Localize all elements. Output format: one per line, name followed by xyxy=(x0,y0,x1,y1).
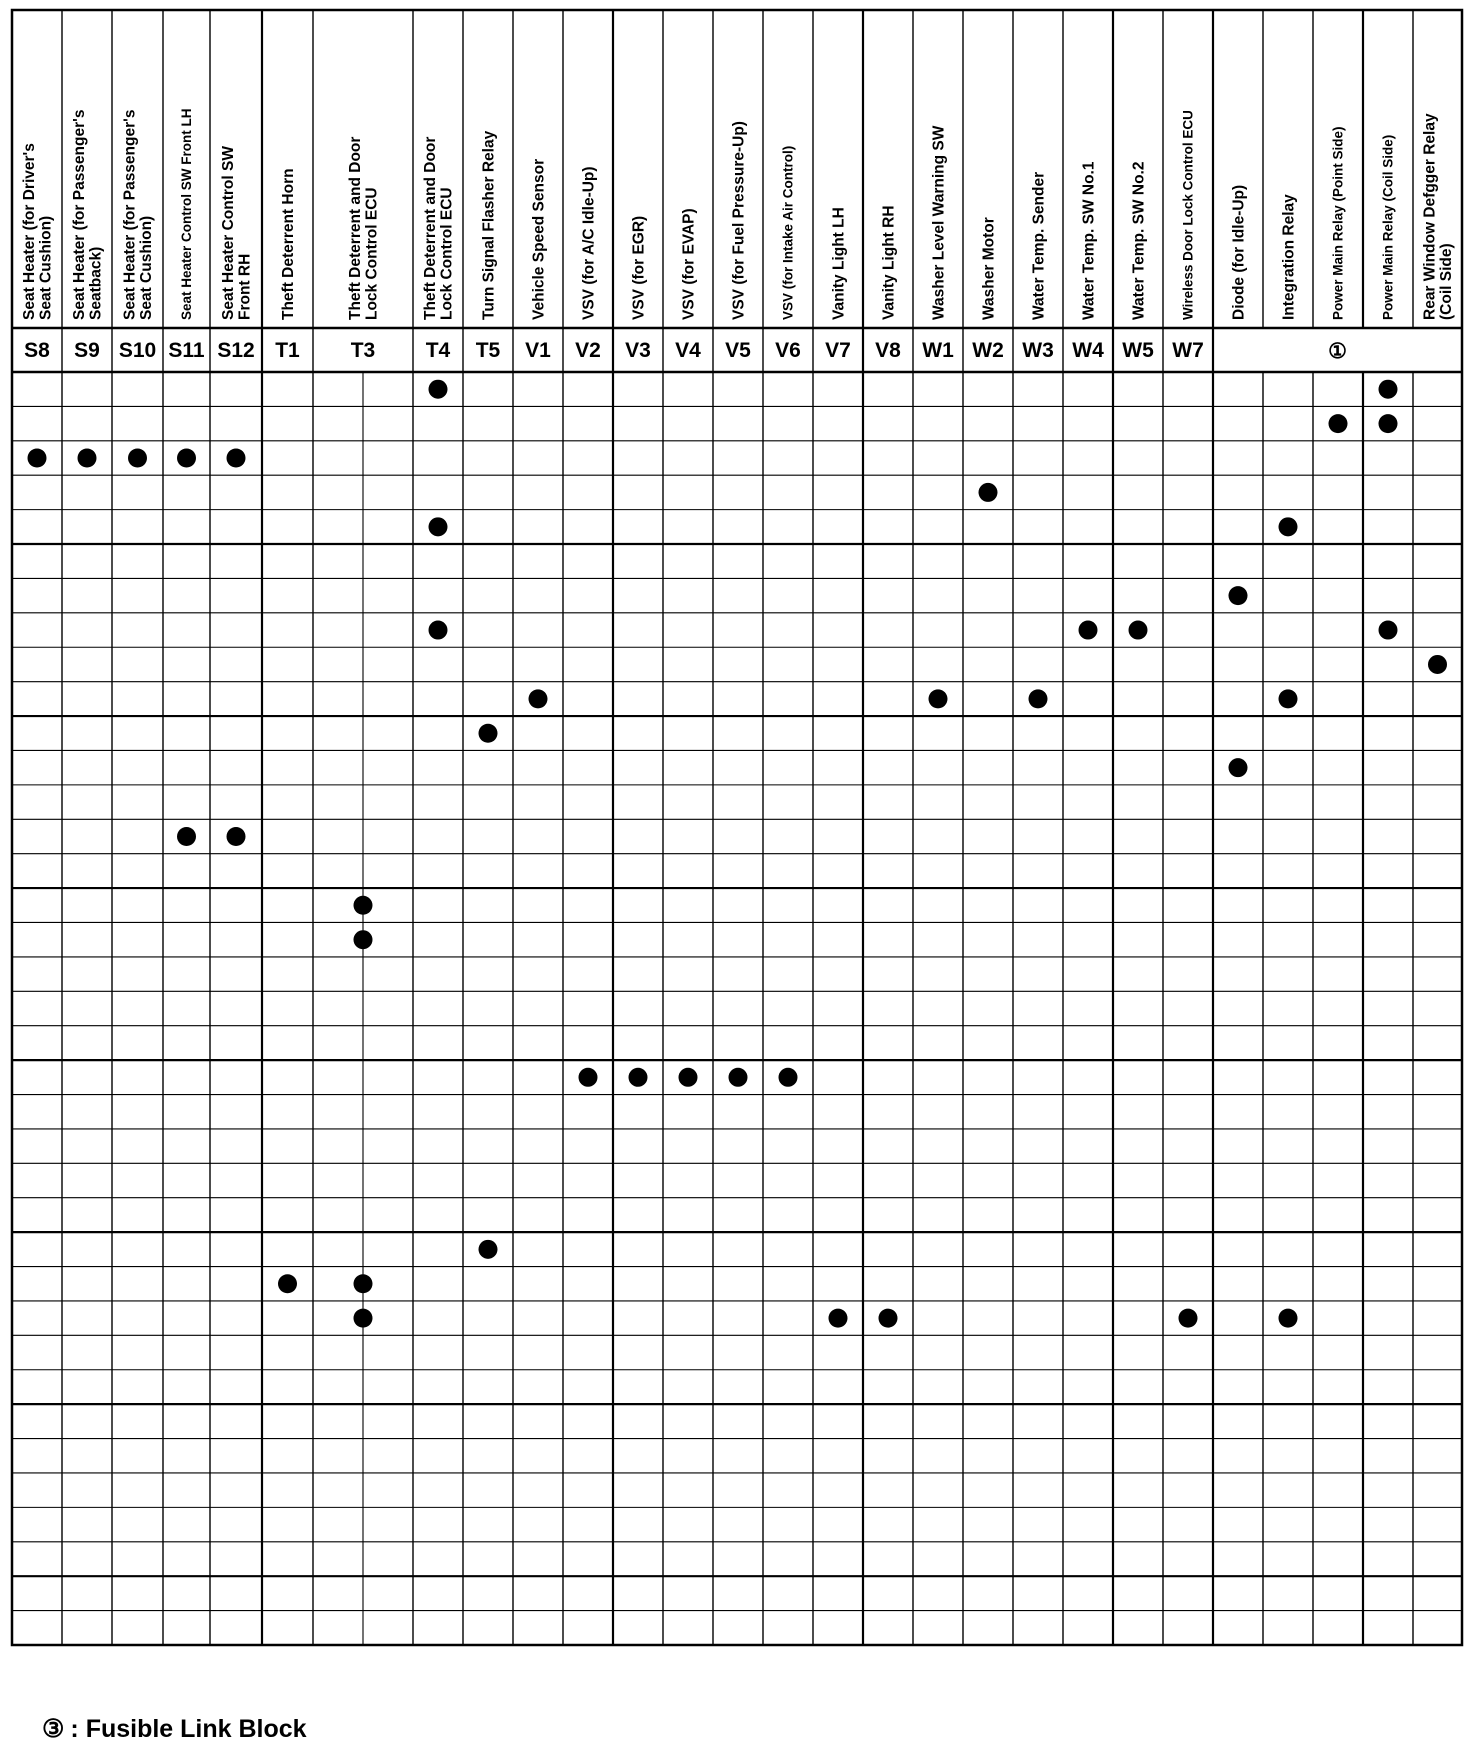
connection-dot xyxy=(979,483,998,502)
connection-dot xyxy=(429,380,448,399)
code-s9: S9 xyxy=(74,339,100,362)
connection-dot xyxy=(429,517,448,536)
connection-dot xyxy=(929,689,948,708)
column-header-col26: Power Main Relay (Coil Side) xyxy=(1380,134,1396,320)
code-s8: S8 xyxy=(24,339,50,362)
code-t4: T4 xyxy=(425,339,451,362)
column-header-w2: Washer Motor xyxy=(980,217,998,320)
code-v3: V3 xyxy=(625,339,651,362)
column-header-v1: Vehicle Speed Sensor xyxy=(530,158,548,320)
connection-dot xyxy=(177,449,196,468)
column-header-w4: Water Temp. SW No.1 xyxy=(1080,161,1098,320)
code-v5: V5 xyxy=(725,339,751,362)
code-w4: W4 xyxy=(1072,339,1104,362)
code-v4: V4 xyxy=(675,339,701,362)
connection-dot xyxy=(1229,586,1248,605)
code-s10: S10 xyxy=(118,339,157,362)
connection-dot xyxy=(1279,517,1298,536)
connection-dot xyxy=(227,827,246,846)
connection-dot xyxy=(354,1309,373,1328)
connection-dot xyxy=(1279,689,1298,708)
code-v6: V6 xyxy=(775,339,801,362)
legend-text: : Fusible Link Block xyxy=(70,1715,307,1743)
code-v8: V8 xyxy=(875,339,901,362)
column-header-w7: Wireless Door Lock Control ECU xyxy=(1180,110,1196,320)
legend xyxy=(42,1714,307,1744)
connection-dot xyxy=(679,1068,698,1087)
connection-dot xyxy=(479,724,498,743)
column-header-t4: Theft Deterrent and DoorLock Control ECU xyxy=(422,136,456,320)
column-header-v4: VSV (for EVAP) xyxy=(680,208,698,320)
connection-dot xyxy=(829,1309,848,1328)
column-header-s8: Seat Heater (for Driver'sSeat Cushion) xyxy=(21,143,55,320)
column-header-v6: VSV (for Intake Air Control) xyxy=(780,145,796,320)
connection-dot xyxy=(354,1274,373,1293)
connection-dot xyxy=(779,1068,798,1087)
connection-dot xyxy=(1379,380,1398,399)
connection-dot xyxy=(529,689,548,708)
code-t5: T5 xyxy=(475,339,501,362)
column-header-v7: Vanity Light LH xyxy=(830,207,848,320)
connection-dot xyxy=(1379,621,1398,640)
connection-dot xyxy=(227,449,246,468)
connection-dot xyxy=(429,621,448,640)
connection-dot xyxy=(579,1068,598,1087)
column-header-s12: Seat Heater Control SWFront RH xyxy=(220,146,254,320)
connection-dot xyxy=(278,1274,297,1293)
connection-dot xyxy=(177,827,196,846)
column-header-col24: Integration Relay xyxy=(1280,194,1298,320)
column-header-col27: Rear Window Defgger Relay(Coil Side) xyxy=(1421,113,1456,320)
code-w2: W2 xyxy=(972,339,1004,362)
code-w1: W1 xyxy=(922,339,954,362)
code-group-symbol: ① xyxy=(1328,340,1347,363)
column-header-s11: Seat Heater Control SW Front LH xyxy=(179,108,195,320)
code-v2: V2 xyxy=(575,339,601,362)
connection-dot xyxy=(128,449,147,468)
column-header-v2: VSV (for A/C Idle-Up) xyxy=(580,166,598,320)
connection-dot xyxy=(1079,621,1098,640)
column-header-s9: Seat Heater (for Passenger'sSeatback) xyxy=(71,109,105,320)
column-header-col23: Diode (for Idle-Up) xyxy=(1230,184,1248,320)
column-header-w5: Water Temp. SW No.2 xyxy=(1130,161,1148,320)
column-header-v3: VSV (for EGR) xyxy=(630,215,648,320)
column-header-w1: Washer Level Warning SW xyxy=(930,125,948,320)
column-header-col25: Power Main Relay (Point Side) xyxy=(1330,126,1346,320)
connection-dot xyxy=(354,896,373,915)
connection-dot xyxy=(1379,414,1398,433)
code-t1: T1 xyxy=(275,339,300,362)
connection-dot xyxy=(78,449,97,468)
legend-symbol: ③ xyxy=(42,1715,65,1743)
code-w5: W5 xyxy=(1122,339,1154,362)
connection-dot xyxy=(1179,1309,1198,1328)
connection-dot xyxy=(28,449,47,468)
connection-dot xyxy=(354,930,373,949)
code-s11: S11 xyxy=(168,339,205,362)
code-v1: V1 xyxy=(525,339,551,362)
column-header-v5: VSV (for Fuel Pressure-Up) xyxy=(730,121,748,320)
column-header-v8: Vanity Light RH xyxy=(880,205,898,320)
column-header-t3: Theft Deterrent and DoorLock Control ECU xyxy=(347,136,381,320)
column-header-w3: Water Temp. Sender xyxy=(1030,171,1048,320)
connection-dot xyxy=(1029,689,1048,708)
column-header-t5: Turn Signal Flasher Relay xyxy=(480,130,498,320)
column-header-s10: Seat Heater (for Passenger'sSeat Cushion) xyxy=(121,109,156,320)
connection-dot xyxy=(629,1068,648,1087)
connection-dot xyxy=(1428,655,1447,674)
code-s12: S12 xyxy=(217,339,255,362)
connection-dot xyxy=(479,1240,498,1259)
code-t3: T3 xyxy=(350,339,376,362)
connection-dot xyxy=(729,1068,748,1087)
connection-dot xyxy=(1129,621,1148,640)
code-v7: V7 xyxy=(825,339,851,362)
code-w7: W7 xyxy=(1172,339,1204,362)
column-header-t1: Theft Deterrent Horn xyxy=(279,168,297,320)
connection-dot xyxy=(1279,1309,1298,1328)
connection-dot xyxy=(1329,414,1348,433)
code-w3: W3 xyxy=(1022,339,1054,362)
connection-dot xyxy=(879,1309,898,1328)
connection-dot xyxy=(1229,758,1248,777)
